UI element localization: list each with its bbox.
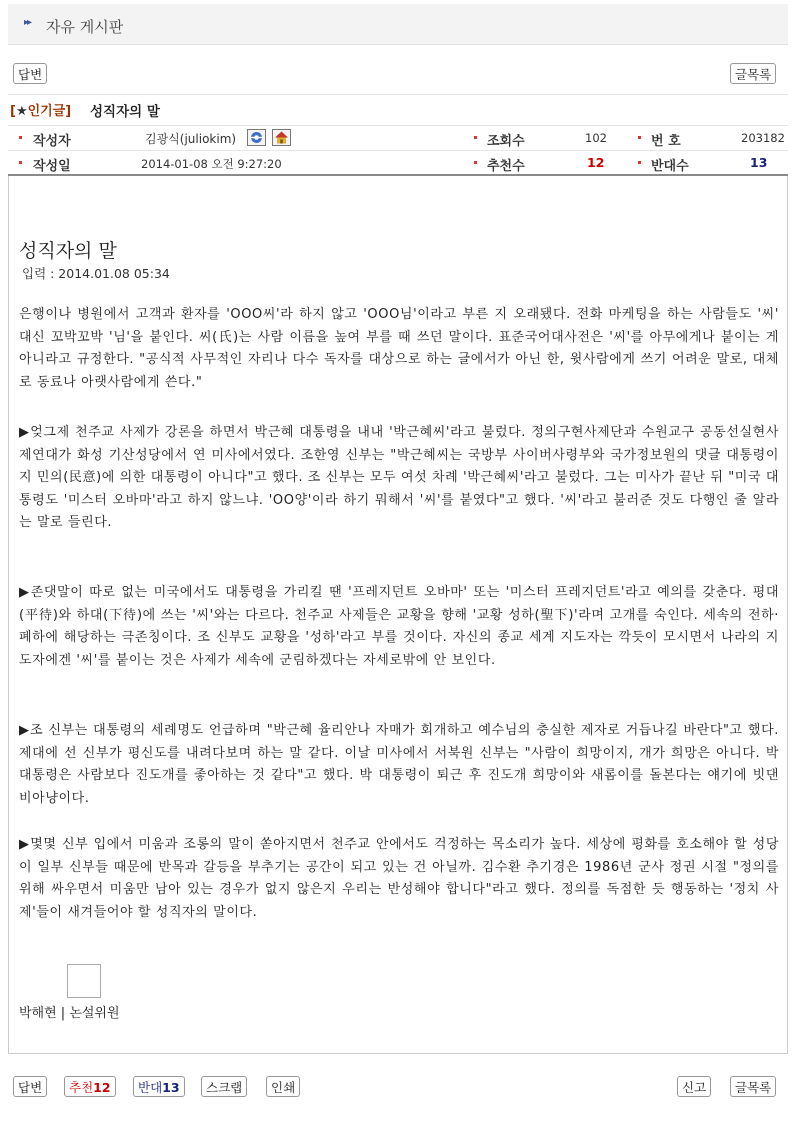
board-header [8,4,788,45]
recommend-label: 추천수 [487,159,525,174]
list-button[interactable]: 글목록 [730,63,776,84]
profile-icon[interactable] [247,129,266,146]
article-paragraph: ▶조 신부는 대통령의 세례명도 언급하며 "박근혜 율리안나 자매가 회개하고 예수님의 충실한 제자로 거듭나길 바란다"고 했다. 제대에 선 신부가 평신도를 내려다보며 하는 말 같다. 이날 미사에서 서북원 신부는 "사람이 희망이지, 개가 희망은 아니다. 박 대통령은 사람보다 진도개를 좋아하는 것 같다"고 했다. 박 대통령이 퇴근 후 진도개 희망이와 새롬이를 돌본다는 얘기에 빗댄 비아냥이다. [19,723,779,806]
recommend-count: 12 [587,155,605,170]
reply-button-bottom[interactable]: 답변 [13,1076,47,1097]
oppose-label: 반대수 [651,159,689,174]
reply-button[interactable]: 답변 [13,63,47,84]
bullet-icon [474,161,477,164]
oppose-count: 13 [750,155,768,170]
bullet-icon [19,161,22,164]
home-icon[interactable] [272,129,291,146]
number-label: 번 호 [651,134,681,149]
post-subject: 성직자의 말 [90,104,160,120]
bullet-icon [474,136,477,139]
article-title: 성직자의 말 [19,240,117,262]
meta-row-author [8,125,788,150]
list-button-bottom[interactable]: 글목록 [730,1076,776,1097]
article-paragraph: ▶몇몇 신부 입에서 미움과 조롱의 말이 쏟아지면서 천주교 안에서도 걱정하는 목소리가 높다. 세상에 평화를 호소해야 할 성당이 일부 신부들 때문에 반목과 갈등을 부추기는 공간이 되고 있는 건 아닐까. 김수환 추기경은 1986년 군사 정권 시절 "정의를 위해 싸우면서 미움만 남아 있는 경우가 없지 않은지 우리는 반성해야 합니다"라고 했다. 정의를 독점한 듯 행동하는 '정치 사제'들이 새겨들어야 할 성직자의 말이다. [19,837,779,920]
print-button[interactable]: 인쇄 [266,1076,300,1097]
views-label: 조회수 [487,134,525,149]
author-label: 작성자 [33,134,71,149]
subject-bar [8,94,788,122]
report-button[interactable]: 신고 [677,1076,711,1097]
views-count: 102 [585,131,607,145]
post-date: 2014-01-08 오전 9:27:20 [141,157,282,171]
bullet-icon [638,136,641,139]
author-photo [67,964,101,998]
double-arrow-icon: ▸▸ [24,17,31,28]
oppose-button[interactable]: 반대13 [133,1076,185,1097]
byline: 박해현 | 논설위원 [19,1006,120,1021]
meta-row-date [8,150,788,175]
article-date: 입력 : 2014.01.08 05:34 [22,266,170,281]
category-badge: [★인기글] [10,104,72,119]
star-icon: ★ [15,104,28,119]
post-number: 203182 [741,131,785,145]
date-label: 작성일 [33,159,71,174]
bullet-icon [638,161,641,164]
article-paragraph: ▶존댓말이 따로 없는 미국에서도 대통령을 가리킬 땐 '프레지던트 오바마' 또는 '미스터 프레지던트'라고 예의를 갖춘다. 평대(平待)와 하대(下待)에 쓰는 '씨'와는 다르다. 천주교 사제들은 교황을 향해 '교황 성하(聖下)'라며 고개를 숙인다. 세속의 전하·폐하에 해당하는 극존칭이다. 조 신부도 교황을 '성하'라고 부를 것이다. 자신의 종교 세계 지도자는 깍듯이 모시면서 나라의 지도자에겐 '씨'를 붙이는 것은 사제가 세속에 군림하겠다는 자세로밖에 안 보인다. [19,585,779,668]
bullet-icon [19,136,22,139]
article-paragraph: ▶엊그제 천주교 사제가 강론을 하면서 박근혜 대통령을 내내 '박근혜씨'라고 불렀다. 정의구현사제단과 수원교구 공동선실현사제연대가 화성 기산성당에서 연 미사에서였다. 조한영 신부는 "박근혜씨는 국방부 사이버사령부와 국가정보원의 댓글 대통령이지 민의(民意)에 의한 대통령이 아니다"고 했다. 조 신부는 모두 여섯 차례 '박근혜씨'라고 불렀다. 그는 미사가 끝난 뒤 "미국 대통령도 '미스터 오바마'라고 하지 않느냐. 'OO양'이라 하기 뭐해서 '씨'를 붙였다"고 했다. '씨'라고 불러준 것도 다행인 줄 알라는 말로 들린다. [19,425,779,530]
author-name[interactable]: 김광식(juliokim) [145,132,237,146]
recommend-button[interactable]: 추천12 [64,1076,116,1097]
board-title: 자유 게시판 [46,18,124,36]
scrap-button[interactable]: 스크랩 [201,1076,247,1097]
article-paragraph: 은행이나 병원에서 고객과 환자를 'OOO씨'라 하지 않고 'OOO님'이라고 부른 지 오래됐다. 전화 마케팅을 하는 사람들도 '씨' 대신 꼬박꼬박 '님'을 붙인다. 씨(氏)는 사람 이름을 높여 부를 때 쓰던 말이다. 표준국어대사전은 '씨'를 아무에게나 붙이는 게 아니라고 규정한다. "공식적 사무적인 자리나 다수 독자를 대상으로 하는 글에서가 아닌 한, 윗사람에게 쓰기 어려운 말로, 대체로 동료나 아랫사람에게 쓴다." [19,307,779,390]
